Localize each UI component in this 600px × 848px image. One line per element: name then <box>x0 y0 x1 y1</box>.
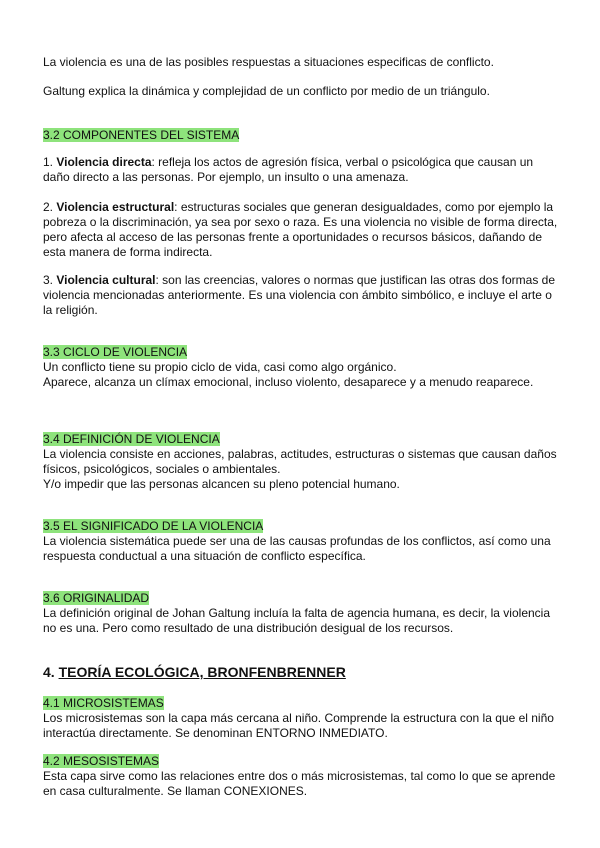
section-3-4-line-1: La violencia consiste en acciones, palabras, actitudes, estructuras o sistemas que causan daños físicos, psicológicos, sociales o ambientales. <box>43 447 557 476</box>
section-3-3-line-1: Un conflicto tiene su propio ciclo de vida, casi como algo orgánico. <box>43 360 397 374</box>
section-4-1-text: Los microsistemas son la capa más cercana al niño. Comprende la estructura con la que el niño interactúa directamente. Se denominan ENTORNO INMEDIATO. <box>43 711 554 740</box>
section-3-6-text: La definición original de Johan Galtung incluía la falta de agencia humana, es decir, la violencia no es una. Pero como resultado de una distribución desigual de los recursos. <box>43 606 550 635</box>
section-3-4-heading: 3.4 DEFINICIÓN DE VIOLENCIA <box>43 432 220 446</box>
section-3-2-item-3: 3. Violencia cultural: son las creencias, valores o normas que justifican las otras dos formas de violencia mencionadas anteriormente. Es una violencia con ámbito simbólico, e incluye el arte o la religión. <box>43 273 556 317</box>
section-3-5-text: La violencia sistemática puede ser una de las causas profundas de los conflictos, así como una respuesta conductual a una situación de conflicto específica. <box>43 534 551 563</box>
section-4-1-heading: 4.1 MICROSISTEMAS <box>43 696 164 710</box>
intro-paragraph-1: La violencia es una de las posibles respuestas a situaciones especificas de conflicto. <box>43 55 494 69</box>
section-3-3-line-2: Aparece, alcanza un clímax emocional, incluso violento, desaparece y a menudo reaparece. <box>43 375 534 389</box>
section-3-6-heading: 3.6 ORIGINALIDAD <box>43 591 150 605</box>
section-4-title: 4. TEORÍA ECOLÓGICA, BRONFENBRENNER <box>43 664 346 680</box>
section-4-2-heading: 4.2 MESOSISTEMAS <box>43 754 160 768</box>
section-3-2-item-1: 1. Violencia directa: refleja los actos de agresión física, verbal o psicológica que causan un daño directo a las personas. Por ejemplo, un insulto o una amenaza. <box>43 155 534 184</box>
section-3-2-heading: 3.2 COMPONENTES DEL SISTEMA <box>43 128 240 142</box>
section-3-4-line-2: Y/o impedir que las personas alcancen su pleno potencial humano. <box>43 477 400 491</box>
section-4-2-text: Esta capa sirve como las relaciones entre dos o más microsistemas, tal como lo que se aprende en casa culturalmente. Se llaman CONEXIONES. <box>43 769 556 798</box>
section-3-3-heading: 3.3 CICLO DE VIOLENCIA <box>43 345 188 359</box>
section-3-5-heading: 3.5 EL SIGNIFICADO DE LA VIOLENCIA <box>43 519 264 533</box>
section-3-2-item-2: 2. Violencia estructural: estructuras sociales que generan desigualdades, como por ejemplo la pobreza o la discriminación, ya sea por sexo o raza. Es una violencia no visible de forma directa, pero afecta al acceso de las personas frente a oportunidades o recursos básicos, dañando de esta manera de forma indirecta. <box>43 200 558 259</box>
intro-paragraph-2: Galtung explica la dinámica y complejidad de un conflicto por medio de un triángulo. <box>43 84 490 98</box>
